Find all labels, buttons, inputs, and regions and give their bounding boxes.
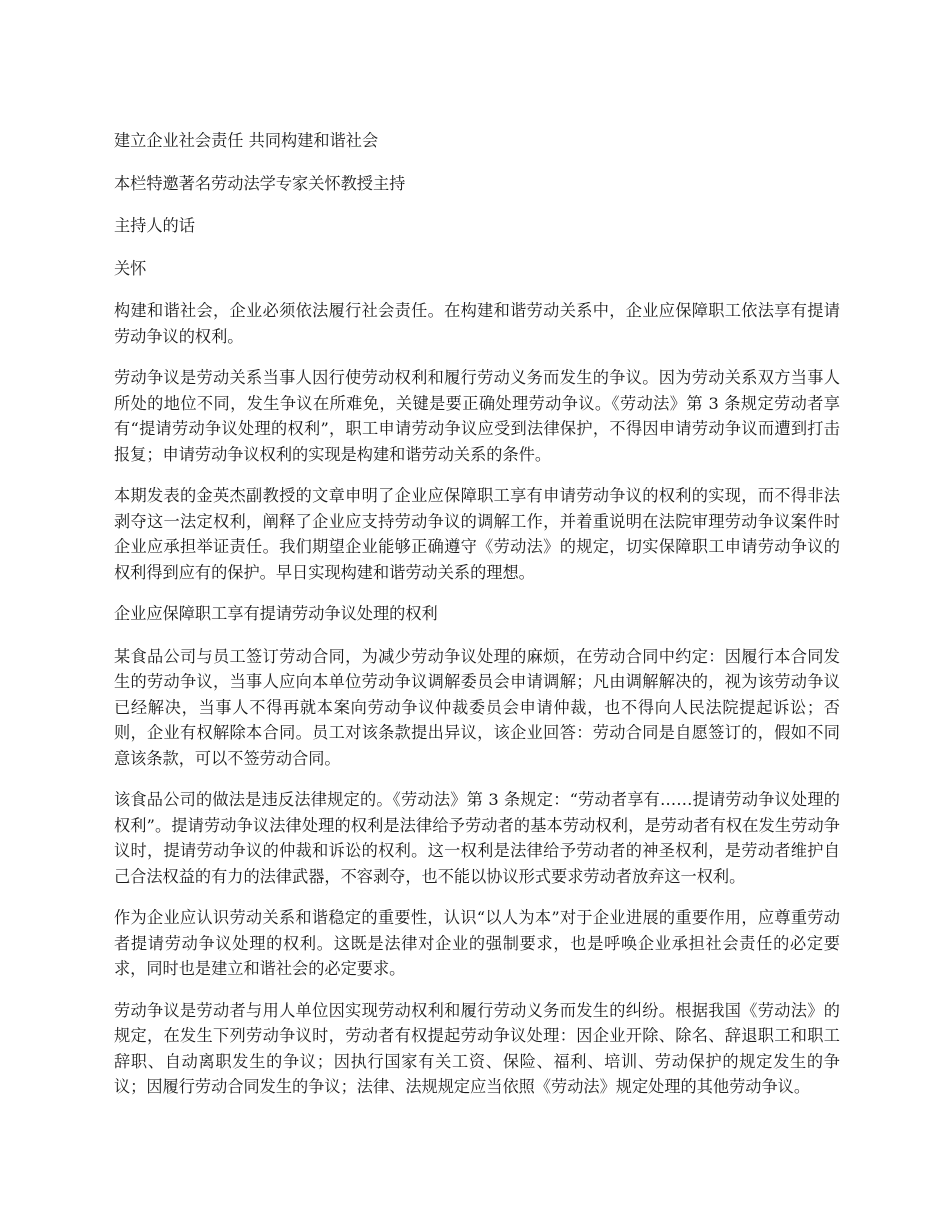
paragraph: 构建和谐社会，企业必须依法履行社会责任。在构建和谐劳动关系中，企业应保障职工依法享有提请劳动争议的权利。 <box>114 301 840 346</box>
paragraph: 该食品公司的做法是违反法律规定的。《劳动法》第 3 条规定：“劳动者享有……提请劳动争议处理的权利”。提请劳动争议法律处理的权利是法律给予劳动者的基本劳动权利，是劳动者有权在发生劳动争议时，提请劳动争议的仲裁和诉讼的权利。这一权利是法律给予劳动者的神圣权利，是劳动者维护自己合法权益的有力的法律武器，不容剥夺，也不能以协议形式要求劳动者放弃这一权利。 <box>114 790 840 886</box>
document-body <box>114 128 840 1116</box>
paragraph: 劳动争议是劳动关系当事人因行使劳动权利和履行劳动义务而发生的争议。因为劳动关系双方当事人所处的地位不同，发生争议在所难免，关键是要正确处理劳动争议。《劳动法》第 3 条规定劳动者享有“提请劳动争议处理的权利”，职工申请劳动争议应受到法律保护，不得因申请劳动争议而遭到打击报复；申请劳动争议权利的实现是构建和谐劳动关系的条件。 <box>114 368 840 464</box>
paragraph: 劳动争议是劳动者与用人单位因实现劳动权利和履行劳动义务而发生的纠纷。根据我国《劳动法》的规定，在发生下列劳动争议时，劳动者有权提起劳动争议处理：因企业开除、除名、辞退职工和职工辞职、自动离职发生的争议；因执行国家有关工资、保险、福利、培训、劳动保护的规定发生的争议；因履行劳动合同发生的争议；法律、法规规定应当依照《劳动法》规定处理的其他劳动争议。 <box>114 1000 840 1096</box>
paragraph: 作为企业应认识劳动关系和谐稳定的重要性，认识“以人为本”对于企业进展的重要作用，应尊重劳动者提请劳动争议处理的权利。这既是法律对企业的强制要求，也是呼唤企业承担社会责任的必定要求，同时也是建立和谐社会的必定要求。 <box>114 908 840 978</box>
paragraph: 本期发表的金英杰副教授的文章申明了企业应保障职工享有申请劳动争议的权利的实现，而不得非法剥夺这一法定权利，阐释了企业应支持劳动争议的调解工作，并着重说明在法院审理劳动争议案件时企业应承担举证责任。我们期望企业能够正确遵守《劳动法》的规定，切实保障职工申请劳动争议的权利得到应有的保护。早日实现构建和谐劳动关系的理想。 <box>114 486 840 582</box>
section-heading: 企业应保障职工享有提请劳动争议处理的权利 <box>114 604 438 623</box>
host-name: 关怀 <box>114 258 147 278</box>
paragraph: 某食品公司与员工签订劳动合同，为减少劳动争议处理的麻烦，在劳动合同中约定：因履行本合同发生的劳动争议，当事人应向本单位劳动争议调解委员会申请调解；凡由调解解决的，视为该劳动争议已经解决，当事人不得再就本案向劳动争议仲裁委员会申请仲裁，也不得向人民法院提起诉讼；否则，企业有权解除本合同。员工对该条款提出异议，该企业回答：劳动合同是自愿签订的，假如不同意该条款，可以不签劳动合同。 <box>114 646 840 768</box>
host-heading: 主持人的话 <box>114 216 195 235</box>
document-title: 建立企业社会责任 共同构建和谐社会 <box>114 131 379 150</box>
column-note: 本栏特邀著名劳动法学专家关怀教授主持 <box>114 173 406 193</box>
